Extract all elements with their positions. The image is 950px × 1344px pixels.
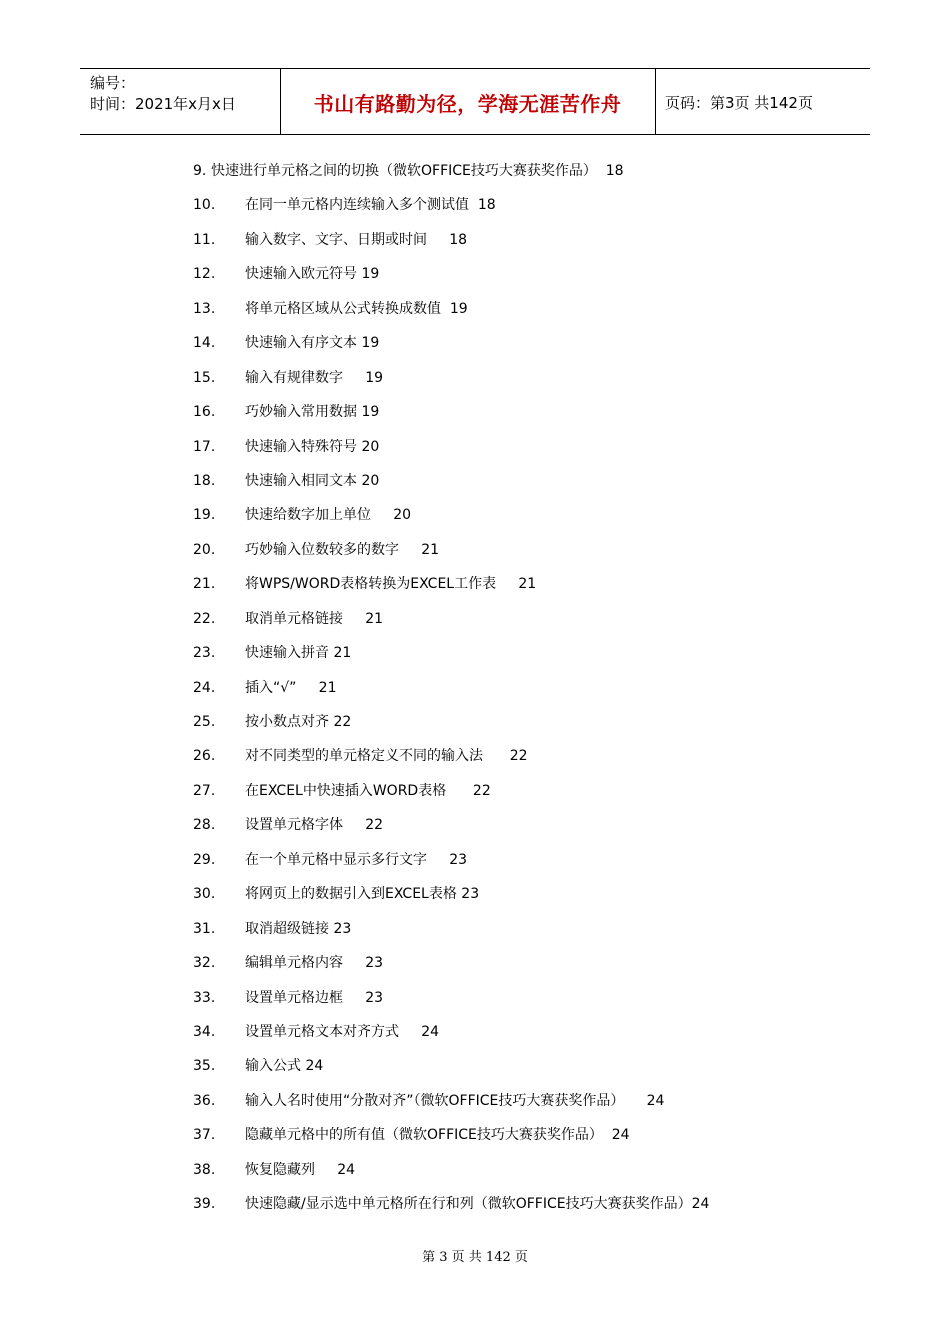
toc-entry-title: 取消超级链接 23	[245, 920, 352, 937]
toc-entry[interactable]	[193, 986, 833, 1020]
toc-entry-title: 在EXCEL中快速插入WORD表格 22	[245, 782, 491, 799]
toc-entry[interactable]	[193, 779, 833, 813]
toc-entry-title: 设置单元格字体 22	[245, 817, 384, 834]
toc-entry-number: 22.	[193, 610, 216, 627]
toc-entry-title: 设置单元格边框 23	[245, 989, 384, 1006]
toc-entry-title: 对不同类型的单元格定义不同的输入法 22	[245, 748, 528, 765]
toc-entry-number: 24.	[193, 679, 216, 696]
toc-entry-number: 31.	[193, 920, 216, 937]
toc-entry-title: 输入人名时使用“分散对齐”（微软OFFICE技巧大赛获奖作品） 24	[245, 1092, 665, 1109]
toc-entry-number: 35.	[193, 1058, 216, 1075]
toc-entry-title: 快速输入拼音 21	[245, 645, 352, 662]
toc-entry-title: 编辑单元格内容 23	[245, 955, 384, 972]
table-of-contents	[193, 159, 833, 1227]
toc-entry-number: 30.	[193, 886, 216, 903]
toc-entry-number: 26.	[193, 748, 216, 765]
document-time-label: 时间：2021年x月x日	[90, 95, 236, 113]
toc-entry[interactable]	[193, 193, 833, 227]
toc-entry[interactable]	[193, 813, 833, 847]
toc-entry-title: 快速输入有序文本 19	[245, 335, 380, 352]
toc-entry[interactable]	[193, 159, 833, 193]
toc-entry-number: 36.	[193, 1092, 216, 1109]
toc-entry-title: 巧妙输入常用数据 19	[245, 404, 380, 421]
toc-entry-number: 14.	[193, 335, 216, 352]
toc-entry[interactable]	[193, 400, 833, 434]
toc-entry[interactable]	[193, 366, 833, 400]
toc-entry-title: 将单元格区域从公式转换成数值 19	[245, 300, 468, 317]
toc-entry[interactable]	[193, 744, 833, 778]
toc-entry[interactable]	[193, 538, 833, 572]
toc-entry[interactable]	[193, 951, 833, 985]
toc-entry[interactable]	[193, 607, 833, 641]
toc-entry[interactable]	[193, 228, 833, 262]
toc-entry-title: 在同一单元格内连续输入多个测试值 18	[245, 197, 496, 214]
toc-entry-number: 19.	[193, 507, 216, 524]
toc-entry-number: 10.	[193, 197, 216, 214]
toc-entry-title: 插入“√” 21	[245, 679, 337, 696]
document-code-label: 编号：	[90, 74, 136, 92]
toc-entry[interactable]	[193, 1054, 833, 1088]
toc-entry-title: 输入公式 24	[245, 1058, 324, 1075]
page-footer: 第 3 页 共 142 页	[422, 1250, 528, 1265]
toc-entry-title: 恢复隐藏列 24	[245, 1161, 356, 1178]
toc-entry-title: 取消单元格链接 21	[245, 610, 384, 627]
toc-entry-number: 18.	[193, 472, 216, 489]
toc-entry[interactable]	[193, 1020, 833, 1054]
toc-entry-title: 在一个单元格中显示多行文字 23	[245, 851, 468, 868]
header-motto: 书山有路勤为径，学海无涯苦作舟	[313, 91, 622, 116]
toc-entry-title: 巧妙输入位数较多的数字 21	[245, 541, 440, 558]
toc-entry[interactable]	[193, 917, 833, 951]
toc-entry[interactable]	[193, 1089, 833, 1123]
header-meta	[90, 73, 236, 115]
toc-entry-number: 23.	[193, 645, 216, 662]
header-page-info: 页码：第3页 共142页	[665, 93, 813, 112]
toc-entry[interactable]	[193, 1158, 833, 1192]
toc-entry-title: 输入数字、文字、日期或时间 18	[245, 231, 468, 248]
toc-entry-number: 27.	[193, 782, 216, 799]
toc-entry-title: 快速进行单元格之间的切换（微软OFFICE技巧大赛获奖作品） 18	[211, 163, 624, 179]
toc-entry-number: 39.	[193, 1196, 216, 1213]
toc-entry-number: 9.	[193, 163, 207, 179]
toc-entry[interactable]	[193, 572, 833, 606]
toc-entry-number: 21.	[193, 576, 216, 593]
toc-entry-number: 17.	[193, 438, 216, 455]
toc-entry[interactable]	[193, 435, 833, 469]
toc-entry-title: 快速输入欧元符号 19	[245, 266, 380, 283]
toc-entry-number: 12.	[193, 266, 216, 283]
toc-entry-title: 快速输入特殊符号 20	[245, 438, 380, 455]
toc-entry-title: 将网页上的数据引入到EXCEL表格 23	[245, 886, 480, 903]
toc-entry[interactable]	[193, 331, 833, 365]
toc-entry-number: 38.	[193, 1161, 216, 1178]
toc-entry[interactable]	[193, 710, 833, 744]
toc-entry-number: 37.	[193, 1127, 216, 1144]
toc-entry-number: 28.	[193, 817, 216, 834]
toc-entry-title: 设置单元格文本对齐方式 24	[245, 1023, 440, 1040]
toc-entry-number: 29.	[193, 851, 216, 868]
toc-entry[interactable]	[193, 676, 833, 710]
page-header	[80, 68, 870, 135]
toc-entry-number: 25.	[193, 714, 216, 730]
header-divider	[655, 69, 656, 134]
toc-entry-number: 33.	[193, 989, 216, 1006]
toc-entry-number: 16.	[193, 404, 216, 421]
toc-entry-number: 11.	[193, 231, 216, 248]
toc-entry[interactable]	[193, 262, 833, 296]
toc-entry-title: 将WPS/WORD表格转换为EXCEL工作表 21	[245, 576, 537, 593]
toc-entry[interactable]	[193, 1192, 833, 1226]
toc-entry[interactable]	[193, 297, 833, 331]
toc-entry[interactable]	[193, 1123, 833, 1157]
toc-entry[interactable]	[193, 503, 833, 537]
toc-entry[interactable]	[193, 848, 833, 882]
toc-entry[interactable]	[193, 469, 833, 503]
toc-entry-title: 按小数点对齐 22	[245, 714, 352, 730]
toc-entry-title: 隐藏单元格中的所有值（微软OFFICE技巧大赛获奖作品） 24	[245, 1127, 630, 1144]
toc-entry-number: 15.	[193, 369, 216, 386]
toc-entry[interactable]	[193, 641, 833, 675]
toc-entry[interactable]	[193, 882, 833, 916]
toc-entry-title: 输入有规律数字 19	[245, 369, 384, 386]
toc-entry-title: 快速隐藏/显示选中单元格所在行和列（微软OFFICE技巧大赛获奖作品）24	[245, 1196, 710, 1213]
toc-entry-number: 13.	[193, 300, 216, 317]
toc-entry-title: 快速输入相同文本 20	[245, 472, 380, 489]
toc-entry-title: 快速给数字加上单位 20	[245, 507, 412, 524]
toc-entry-number: 20.	[193, 541, 216, 558]
toc-entry-number: 34.	[193, 1023, 216, 1040]
toc-entry-number: 32.	[193, 955, 216, 972]
